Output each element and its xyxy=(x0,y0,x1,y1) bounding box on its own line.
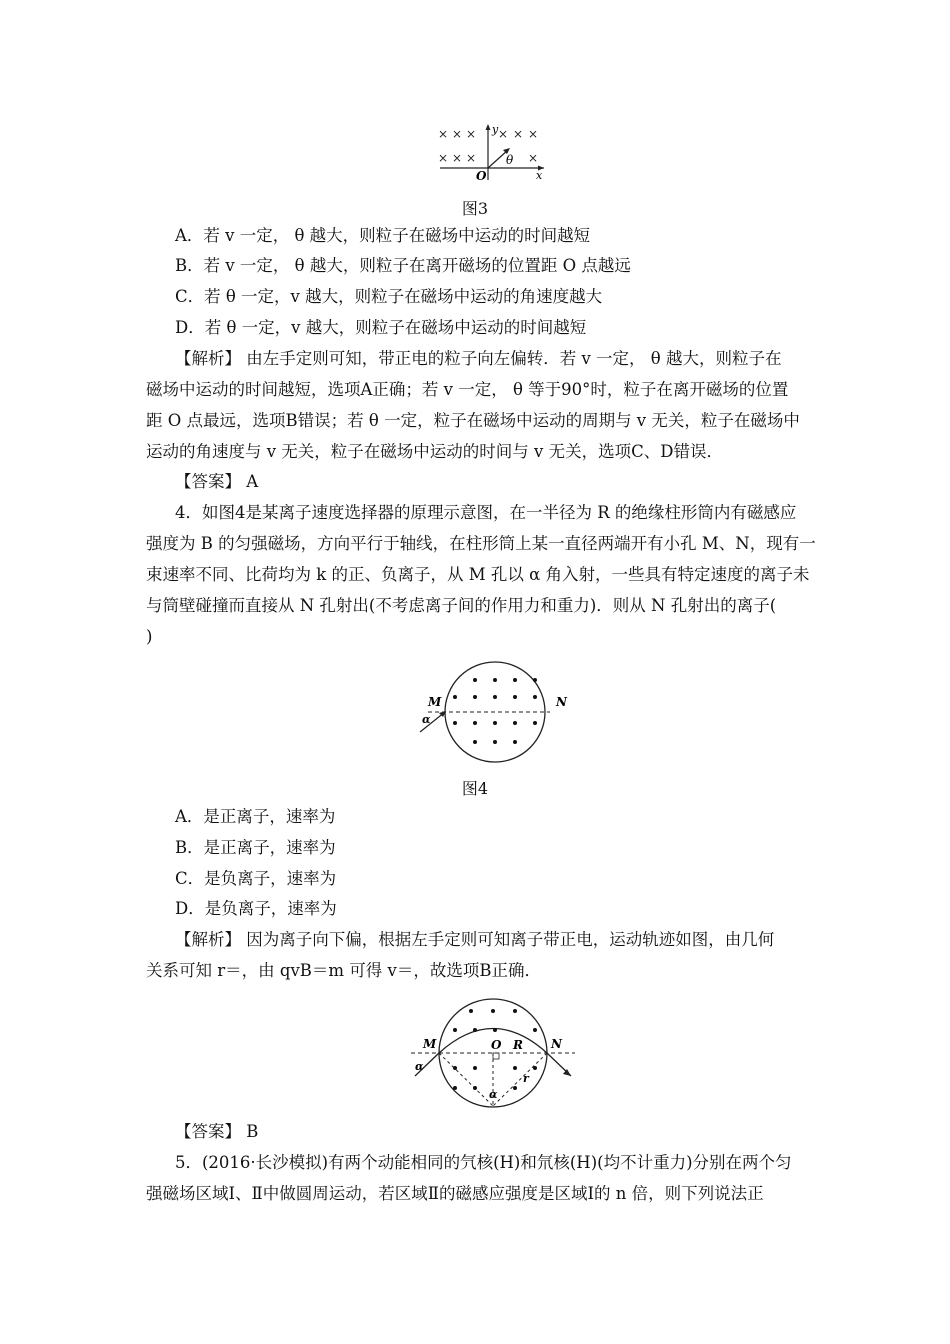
q4-analysis-line: 【解析】 因为离子向下偏，根据左手定则可知离子带正电，运动轨迹如图，由几何 xyxy=(175,930,775,949)
q5-stem-line: 5．(2016·长沙模拟)有两个动能相同的氕核(H)和氘核(H)(均不计重力)分别在两个匀 xyxy=(175,1153,792,1172)
field-mark: × xyxy=(466,151,477,165)
q3-answer: 【答案】 A xyxy=(175,472,259,491)
figure-3-caption: 图3 xyxy=(461,199,489,218)
label-m: M xyxy=(423,1037,437,1051)
label-r-big: R xyxy=(513,1038,523,1052)
field-dots xyxy=(453,678,537,744)
velocity-arrow xyxy=(488,150,508,168)
label-r: r xyxy=(523,1072,529,1085)
q3-analysis-line: 距 O 点最远，选项B错误；若 θ 一定，粒子在磁场中运动的周期与 v 无关，粒子在磁场中 xyxy=(146,411,800,430)
q3-analysis-line: 【解析】 由左手定则可知，带正电的粒子向左偏转．若 v 一定， θ 越大，则粒子在 xyxy=(175,349,782,368)
field-mark: × xyxy=(513,127,524,141)
q4-analysis-line: 关系可知 r＝，由 qvB＝m 可得 v＝，故选项B正确． xyxy=(146,961,541,980)
label-n: N xyxy=(551,1037,562,1051)
label-alpha: α xyxy=(415,1060,424,1073)
origin-label: O xyxy=(476,169,487,183)
radius-dashed-right xyxy=(493,1053,547,1106)
q3-option-d: D．若 θ 一定，v 越大，则粒子在磁场中运动的时间越短 xyxy=(175,318,587,337)
figure-3 xyxy=(432,120,552,184)
q3-option-c: C．若 θ 一定，v 越大，则粒子在磁场中运动的角速度越大 xyxy=(175,287,603,306)
q4-option-a: A．是正离子，速率为 xyxy=(175,807,336,826)
q4-stem-line: 4．如图4是某离子速度选择器的原理示意图，在一半径为 R 的绝缘柱形筒内有磁感应 xyxy=(175,503,797,522)
q3-analysis-line: 磁场中运动的时间越短，选项A正确；若 v 一定， θ 等于90°时，粒子在离开磁场的位置 xyxy=(146,380,789,399)
label-alpha: α xyxy=(422,713,431,726)
q4-option-d: D．是负离子，速率为 xyxy=(175,899,337,918)
q4-stem-line: ) xyxy=(146,627,153,646)
q4-option-b: B．是正离子，速率为 xyxy=(175,838,336,857)
q4-stem-line: 强度为 B 的匀强磁场，方向平行于轴线，在柱形筒上某一直径两端开有小孔 M、N，现有一 xyxy=(146,534,816,553)
figure-4 xyxy=(410,660,580,765)
q4-stem-line: 束速率不同、比荷均为 k 的正、负离子，从 M 孔以 α 角入射，一些具有特定速度的离子未 xyxy=(146,565,810,584)
x-axis-label: x xyxy=(536,169,543,182)
field-mark: × xyxy=(466,127,477,141)
field-mark: × xyxy=(498,127,509,141)
field-mark: × xyxy=(438,127,449,141)
angle-label: θ xyxy=(506,153,514,167)
y-axis-label: y xyxy=(492,123,499,136)
q4-option-c: C．是负离子，速率为 xyxy=(175,869,337,888)
label-alpha-bottom: α xyxy=(489,1088,498,1101)
label-n: N xyxy=(556,695,567,709)
label-m: M xyxy=(428,695,442,709)
q3-option-b: B．若 v 一定， θ 越大，则粒子在离开磁场的位置距 O 点越远 xyxy=(175,256,631,275)
figure-4-caption: 图4 xyxy=(461,779,489,798)
q3-analysis-line: 运动的角速度与 v 无关，粒子在磁场中运动的时间与 v 无关，选项C、D错误． xyxy=(146,442,723,461)
field-mark: × xyxy=(528,127,539,141)
q3-option-a: A．若 v 一定， θ 越大，则粒子在磁场中运动的时间越短 xyxy=(175,226,591,245)
label-o: O xyxy=(491,1038,502,1052)
field-mark: × xyxy=(452,151,463,165)
solution-figure xyxy=(405,996,585,1112)
y-axis-arrow xyxy=(486,124,491,130)
radius-dashed-left xyxy=(439,1053,493,1106)
q4-answer: 【答案】 B xyxy=(175,1122,259,1141)
field-mark: × xyxy=(528,151,539,165)
q5-stem-line: 强磁场区域Ⅰ、Ⅱ中做圆周运动，若区域Ⅱ的磁感应强度是区域Ⅰ的 n 倍，则下列说法正 xyxy=(146,1184,764,1203)
q4-stem-line: 与筒壁碰撞而直接从 N 孔射出(不考虑离子间的作用力和重力)．则从 N 孔射出的离子( xyxy=(146,596,777,615)
field-mark: × xyxy=(452,127,463,141)
field-mark: × xyxy=(438,151,449,165)
